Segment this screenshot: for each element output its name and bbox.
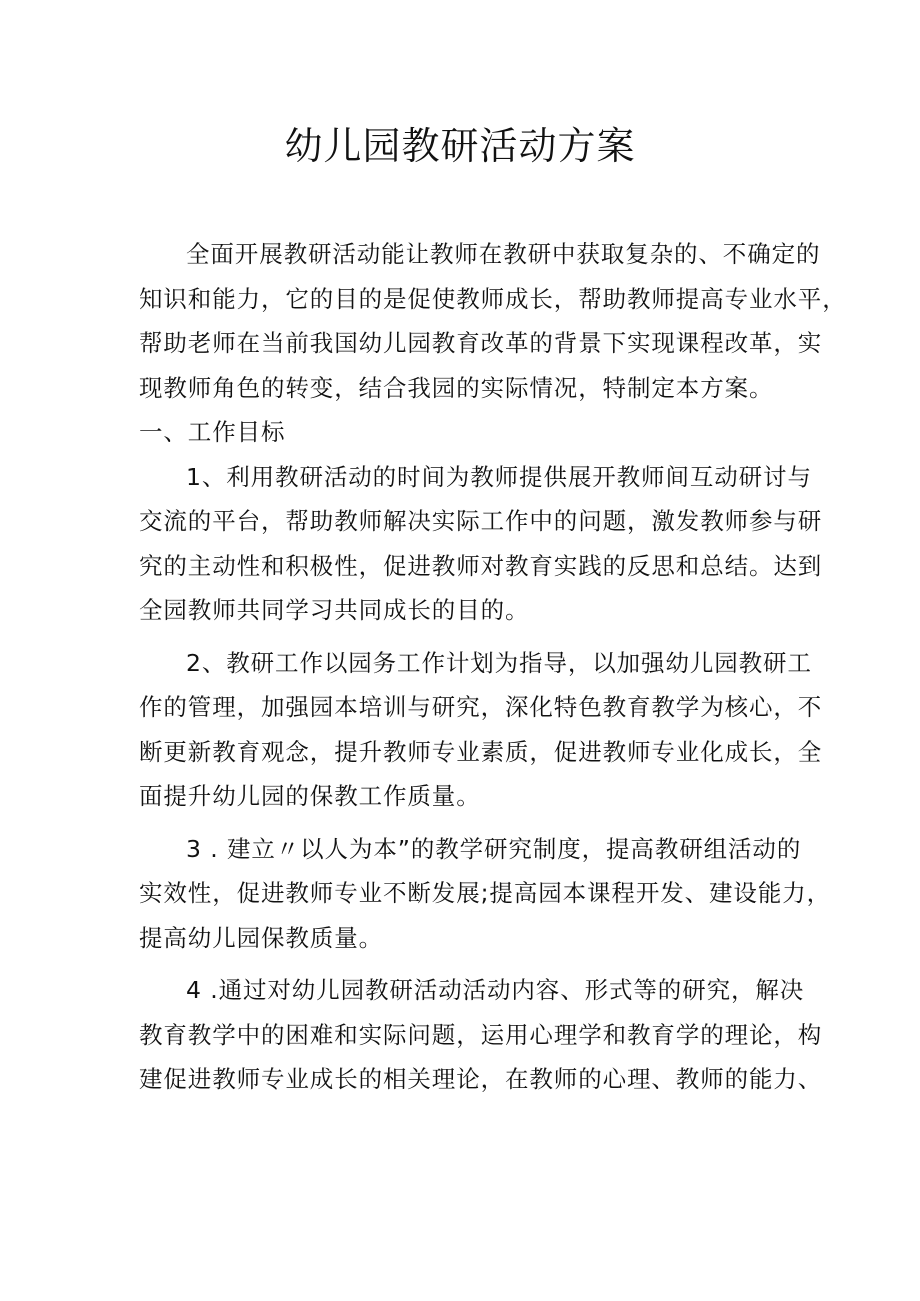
text-line: 断更新教育观念，提升教师专业素质，促进教师专业化成长，全 [139,737,823,766]
item-2-paragraph [139,641,823,819]
document-title: 幼儿园教研活动方案 [284,124,636,168]
text-line: 建促进教师专业成长的相关理论，在教师的心理、教师的能力、 [139,1065,823,1093]
text-line: 知识和能力，它的目的是促使教师成长，帮助教师提高专业水平， [139,284,847,313]
text-line: 3 . 建立〃以人为本”的教学研究制度，提高教研组活动的 [186,834,802,863]
text-line: 交流的平台，帮助教师解决实际工作中的问题，激发教师参与研 [139,507,823,535]
text-line: 作的管理，加强园本培训与研究，深化特色教育教学为核心，不 [139,693,823,721]
text-line: 全面开展教研活动能让教师在教研中获取复杂的、不确定的 [186,240,821,268]
section-heading: 一、工作目标 [139,418,286,446]
text-line: 现教师角色的转变，结合我园的实际情况，特制定本方案。 [139,373,774,402]
text-line: 帮助老师在当前我国幼儿园教育改革的背景下实现课程改革，实 [139,329,823,357]
text-line: 2、教研工作以园务工作计划为指导，以加强幼儿园教研工 [186,648,812,677]
text-line: 提高幼儿园保教质量。 [139,923,383,952]
intro-paragraph [139,232,847,410]
text-line: 面提升幼儿园的保教工作质量。 [139,782,481,810]
text-line: 1、利用教研活动的时间为教师提供展开教师间互动研讨与 [186,462,812,491]
item-1-paragraph [139,455,823,633]
text-line: 教育教学中的困难和实际问题，运用心理学和教育学的理论，构 [139,1020,823,1049]
text-line: 4 .通过对幼儿园教研活动活动内容、形式等的研究，解决 [186,976,805,1004]
item-3-paragraph [139,827,832,961]
document-body [139,232,847,1102]
text-line: 究的主动性和积极性，促进教师对教育实践的反思和总结。达到 [139,551,823,580]
text-line: 实效性，促进教师专业不断发展;提高园本课程开发、建设能力， [139,879,832,907]
text-line: 全园教师共同学习共同成长的目的。 [139,596,530,624]
item-4-paragraph [139,968,823,1102]
